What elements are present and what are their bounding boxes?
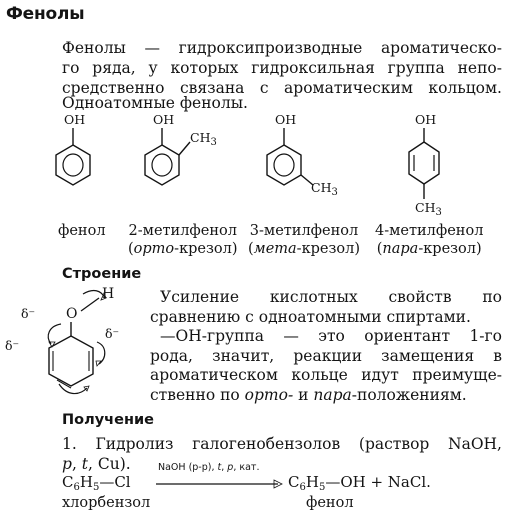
structure-line-3: —OH-группа — это ориентант 1-го bbox=[160, 327, 502, 345]
monatomic-phenols-label: Одноатомные фенолы. bbox=[62, 94, 248, 112]
intro-line-1: Фенолы — гидроксипроизводные ароматическо- bbox=[62, 39, 502, 57]
delta-minus-label: δ⁻ bbox=[21, 306, 36, 321]
benzene-ring-icon bbox=[395, 112, 485, 222]
text-span: H bbox=[79, 473, 93, 491]
p-cresol-structure bbox=[395, 112, 485, 222]
intro-paragraph bbox=[62, 38, 502, 98]
molecule-name-4 bbox=[375, 222, 483, 258]
o-cresol-structure bbox=[135, 112, 245, 222]
benzene-ring-icon bbox=[255, 112, 365, 222]
reactant-name: хлорбензол bbox=[62, 495, 151, 511]
prep-line-1: 1. Гидролиз галогенобензолов (раствор NaOH, bbox=[62, 435, 502, 453]
molecule-name-1: фенол bbox=[58, 223, 106, 239]
oh-label: OH bbox=[153, 112, 175, 127]
subscript: 6 bbox=[73, 482, 80, 493]
text-span: C bbox=[62, 473, 74, 491]
reaction-arrow-icon bbox=[156, 478, 284, 490]
text-span: ственно по bbox=[150, 385, 245, 404]
molecule-name-4-alt: (пара-крезол) bbox=[376, 241, 482, 257]
text-span: и bbox=[293, 385, 314, 404]
section-heading-preparation: Получение bbox=[62, 412, 154, 428]
product-name: фенол bbox=[306, 495, 354, 511]
product-formula bbox=[288, 473, 431, 493]
page-title: Фенолы bbox=[6, 4, 85, 24]
structure-line-4: рода, значит, реакции замещения в bbox=[150, 346, 502, 365]
intro-line-3: средственно связана с ароматическим кольцом. bbox=[62, 79, 502, 97]
structure-line-2: сравнению с одноатомными спиртами. bbox=[150, 307, 471, 326]
subscript: 6 bbox=[299, 482, 306, 493]
delta-minus-label: δ⁻ bbox=[105, 326, 120, 341]
section-heading-structure: Строение bbox=[62, 266, 142, 282]
ch3-label: $CH_3$ bbox=[415, 200, 442, 218]
phenol-structure bbox=[40, 112, 120, 222]
ch3-label: $CH_3$ bbox=[190, 130, 217, 148]
preparation-item-1 bbox=[62, 434, 502, 474]
benzene-ring-icon bbox=[135, 112, 245, 222]
delta-minus-label: δ⁻ bbox=[5, 338, 20, 353]
structure-line-6 bbox=[150, 386, 502, 406]
molecule-name-2 bbox=[128, 222, 238, 258]
subscript: 5 bbox=[318, 482, 326, 493]
molecule-name-2-alt: (орто-крезол) bbox=[128, 241, 238, 257]
h-atom-label: H bbox=[102, 286, 115, 302]
phenol-electron-diagram bbox=[5, 284, 145, 404]
italic-span: орто- bbox=[244, 385, 294, 404]
prep-line-2: p, t, Cu). bbox=[62, 455, 131, 473]
resonance-arrows-icon bbox=[5, 284, 145, 404]
molecule-name-3 bbox=[248, 222, 360, 258]
m-cresol-structure bbox=[255, 112, 365, 222]
subscript: 5 bbox=[92, 482, 100, 493]
o-atom-label: O bbox=[66, 306, 78, 322]
intro-line-2: го ряда, у которых гидроксильная группа непо- bbox=[62, 59, 502, 77]
oh-label: OH bbox=[64, 112, 86, 127]
text-span: —OH + NaCl. bbox=[325, 473, 431, 491]
oh-label: OH bbox=[415, 112, 437, 127]
molecule-name-3-alt: (мета-крезол) bbox=[248, 241, 361, 257]
oh-label: OH bbox=[275, 112, 297, 127]
ch3-label: $CH_3$ bbox=[311, 180, 338, 198]
text-span: H bbox=[305, 473, 319, 491]
reaction-conditions: NaOH (p-p), t, p, кат. bbox=[158, 462, 260, 473]
molecule-name-4-main: 4-метилфенол bbox=[375, 223, 484, 239]
text-span: —Cl bbox=[99, 473, 131, 491]
benzene-ring-icon bbox=[40, 112, 120, 222]
structure-text bbox=[150, 288, 502, 405]
italic-span: пара bbox=[313, 385, 352, 404]
molecule-name-2-main: 2-метилфенол bbox=[128, 223, 237, 239]
molecule-name-3-main: 3-метилфенол bbox=[249, 223, 359, 239]
reactant-formula bbox=[62, 473, 131, 493]
text-span: -положениям. bbox=[351, 385, 467, 404]
structure-line-5: ароматическом кольце идут преимуще- bbox=[150, 366, 502, 384]
structure-line-1: Усиление кислотных свойств по bbox=[160, 288, 502, 306]
text-span: C bbox=[288, 473, 300, 491]
